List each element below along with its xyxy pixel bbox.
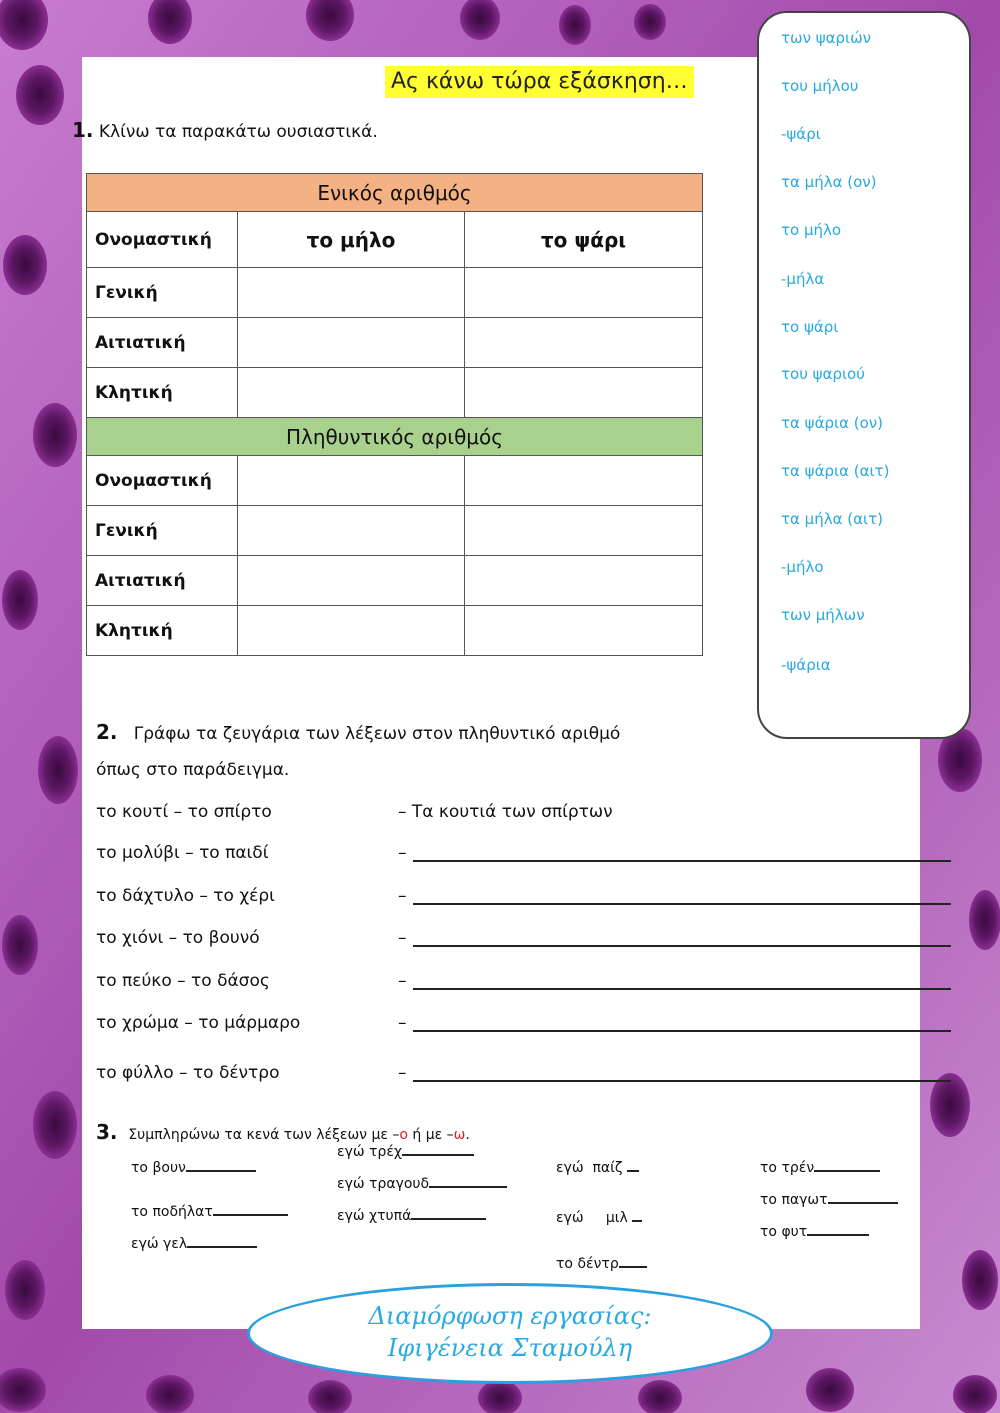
dash: – xyxy=(398,1013,407,1033)
fill-blank-item: το τρέν xyxy=(760,1158,880,1176)
dash: – xyxy=(398,928,407,948)
q3-number: 3. xyxy=(96,1120,118,1144)
answer-cell[interactable] xyxy=(465,556,703,606)
fill-blank-item: το φυτ xyxy=(760,1222,869,1240)
blank-line[interactable] xyxy=(814,1158,880,1172)
plural-header: Πληθυντικός αριθμός xyxy=(87,418,703,456)
word-bank-item[interactable]: των μήλων xyxy=(781,606,865,624)
case-label: Γενική xyxy=(87,268,238,318)
answer-cell[interactable] xyxy=(238,368,465,418)
answer-cell[interactable] xyxy=(465,606,703,656)
q2-text-line1: Γράφω τα ζευγάρια των λέξεων στον πληθυντικό αριθμό xyxy=(133,724,621,744)
fill-blank-item: εγώ τρέχ xyxy=(337,1142,474,1160)
fill-blank-item: εγώ γελ xyxy=(131,1234,257,1252)
word-bank-item[interactable]: του μήλου xyxy=(781,77,859,95)
blank-line[interactable] xyxy=(187,1234,257,1248)
example-answer: – Τα κουτιά των σπίρτων xyxy=(398,802,613,822)
case-label: Αιτιατική xyxy=(87,318,238,368)
word-bank xyxy=(757,11,971,739)
worksheet-title: Ας κάνω τώρα εξάσκηση… xyxy=(385,66,694,98)
case-label: Ονομαστική xyxy=(87,456,238,506)
blank-line[interactable] xyxy=(828,1190,898,1204)
answer-line[interactable] xyxy=(413,860,951,862)
word-pair: το χρώμα – το μάρμαρο xyxy=(96,1013,301,1033)
q2-text-line2: όπως στο παράδειγμα. xyxy=(96,760,290,780)
word-pair: το δάχτυλο – το χέρι xyxy=(96,886,275,906)
answer-line[interactable] xyxy=(413,1080,951,1082)
answer-cell[interactable] xyxy=(465,456,703,506)
answer-cell[interactable] xyxy=(465,368,703,418)
word-bank-item[interactable]: του ψαριού xyxy=(781,365,865,383)
q3-text-prefix: Συμπληρώνω τα κενά των λέξεων με – xyxy=(128,1127,400,1143)
fill-blank-item: εγώ τραγουδ xyxy=(337,1174,507,1192)
word-bank-item[interactable]: τα ψάρια (ον) xyxy=(781,414,883,432)
answer-cell[interactable] xyxy=(238,318,465,368)
word-bank-item[interactable]: τα μήλα (αιτ) xyxy=(781,510,883,528)
blank-line[interactable] xyxy=(429,1174,507,1188)
fill-blank-item: εγώ παίζ xyxy=(556,1158,639,1176)
fill-blank-item: το δέντρ xyxy=(556,1254,647,1272)
fill-blank-item: το ποδήλατ xyxy=(131,1202,288,1220)
word-bank-item[interactable]: τα ψάρια (αιτ) xyxy=(781,462,890,480)
q1-number: 1. xyxy=(72,118,94,142)
dash: – xyxy=(398,886,407,906)
blank-line[interactable] xyxy=(411,1206,486,1220)
word-bank-item[interactable]: των ψαριών xyxy=(781,29,872,47)
noun-milo: το μήλο xyxy=(238,212,465,268)
answer-cell[interactable] xyxy=(238,606,465,656)
q1-instruction xyxy=(72,118,378,142)
case-label: Κλητική xyxy=(87,368,238,418)
fill-blank-item: εγώ χτυπά xyxy=(337,1206,486,1224)
answer-cell[interactable] xyxy=(465,506,703,556)
word-bank-item[interactable]: το μήλο xyxy=(781,221,842,239)
dash: – xyxy=(398,1063,407,1083)
word-bank-item[interactable]: -μήλο xyxy=(781,558,824,576)
case-label: Ονομαστική xyxy=(87,212,238,268)
word-bank-item[interactable]: το ψάρι xyxy=(781,318,839,336)
answer-cell[interactable] xyxy=(465,318,703,368)
fill-blank-item: το παγωτ xyxy=(760,1190,898,1208)
blank-line[interactable] xyxy=(619,1254,647,1268)
word-bank-item[interactable]: -ψάρια xyxy=(781,656,831,674)
answer-line[interactable] xyxy=(413,1030,951,1032)
blank-line[interactable] xyxy=(402,1142,474,1156)
q2-instruction xyxy=(96,720,620,744)
credit-line1: Διαμόρφωση εργασίας: xyxy=(368,1302,652,1330)
answer-line[interactable] xyxy=(413,903,951,905)
q1-text: Κλίνω τα παρακάτω ουσιαστικά. xyxy=(98,122,378,142)
dash: – xyxy=(398,843,407,863)
word-pair: το μολύβι – το παιδί xyxy=(96,843,269,863)
answer-cell[interactable] xyxy=(238,456,465,506)
q3-letter-w: ω xyxy=(453,1127,466,1143)
word-bank-item[interactable]: τα μήλα (ον) xyxy=(781,173,877,191)
answer-line[interactable] xyxy=(413,988,951,990)
q3-instruction xyxy=(96,1120,470,1144)
q3-letter-o: ο xyxy=(399,1127,408,1143)
answer-cell[interactable] xyxy=(238,268,465,318)
q2-number: 2. xyxy=(96,720,118,744)
q3-text-end: . xyxy=(465,1127,470,1143)
word-pair: το χιόνι – το βουνό xyxy=(96,928,260,948)
singular-header: Ενικός αριθμός xyxy=(87,174,703,212)
blank-line[interactable] xyxy=(213,1202,288,1216)
blank-line[interactable] xyxy=(627,1158,639,1172)
case-label: Αιτιατική xyxy=(87,556,238,606)
author-credit xyxy=(247,1283,773,1384)
example-pair: το κουτί – το σπίρτο xyxy=(96,802,272,822)
answer-cell[interactable] xyxy=(238,506,465,556)
word-pair: το πεύκο – το δάσος xyxy=(96,971,270,991)
fill-blank-item: το βουν xyxy=(131,1158,256,1176)
noun-psari: το ψάρι xyxy=(465,212,703,268)
answer-line[interactable] xyxy=(413,945,951,947)
word-bank-item[interactable]: -μήλα xyxy=(781,270,825,288)
q3-text-middle: ή με – xyxy=(407,1127,454,1143)
case-label: Κλητική xyxy=(87,606,238,656)
answer-cell[interactable] xyxy=(465,268,703,318)
fill-blank-item: εγώ μιλ xyxy=(556,1208,642,1226)
blank-line[interactable] xyxy=(186,1158,256,1172)
case-label: Γενική xyxy=(87,506,238,556)
answer-cell[interactable] xyxy=(238,556,465,606)
blank-line[interactable] xyxy=(632,1208,642,1222)
dash: – xyxy=(398,971,407,991)
blank-line[interactable] xyxy=(807,1222,869,1236)
word-pair: το φύλλο – το δέντρο xyxy=(96,1063,280,1083)
word-bank-item[interactable]: -ψάρι xyxy=(781,125,821,143)
declension-table xyxy=(86,173,703,656)
credit-line2: Ιφιγένεια Σταμούλη xyxy=(387,1334,633,1362)
